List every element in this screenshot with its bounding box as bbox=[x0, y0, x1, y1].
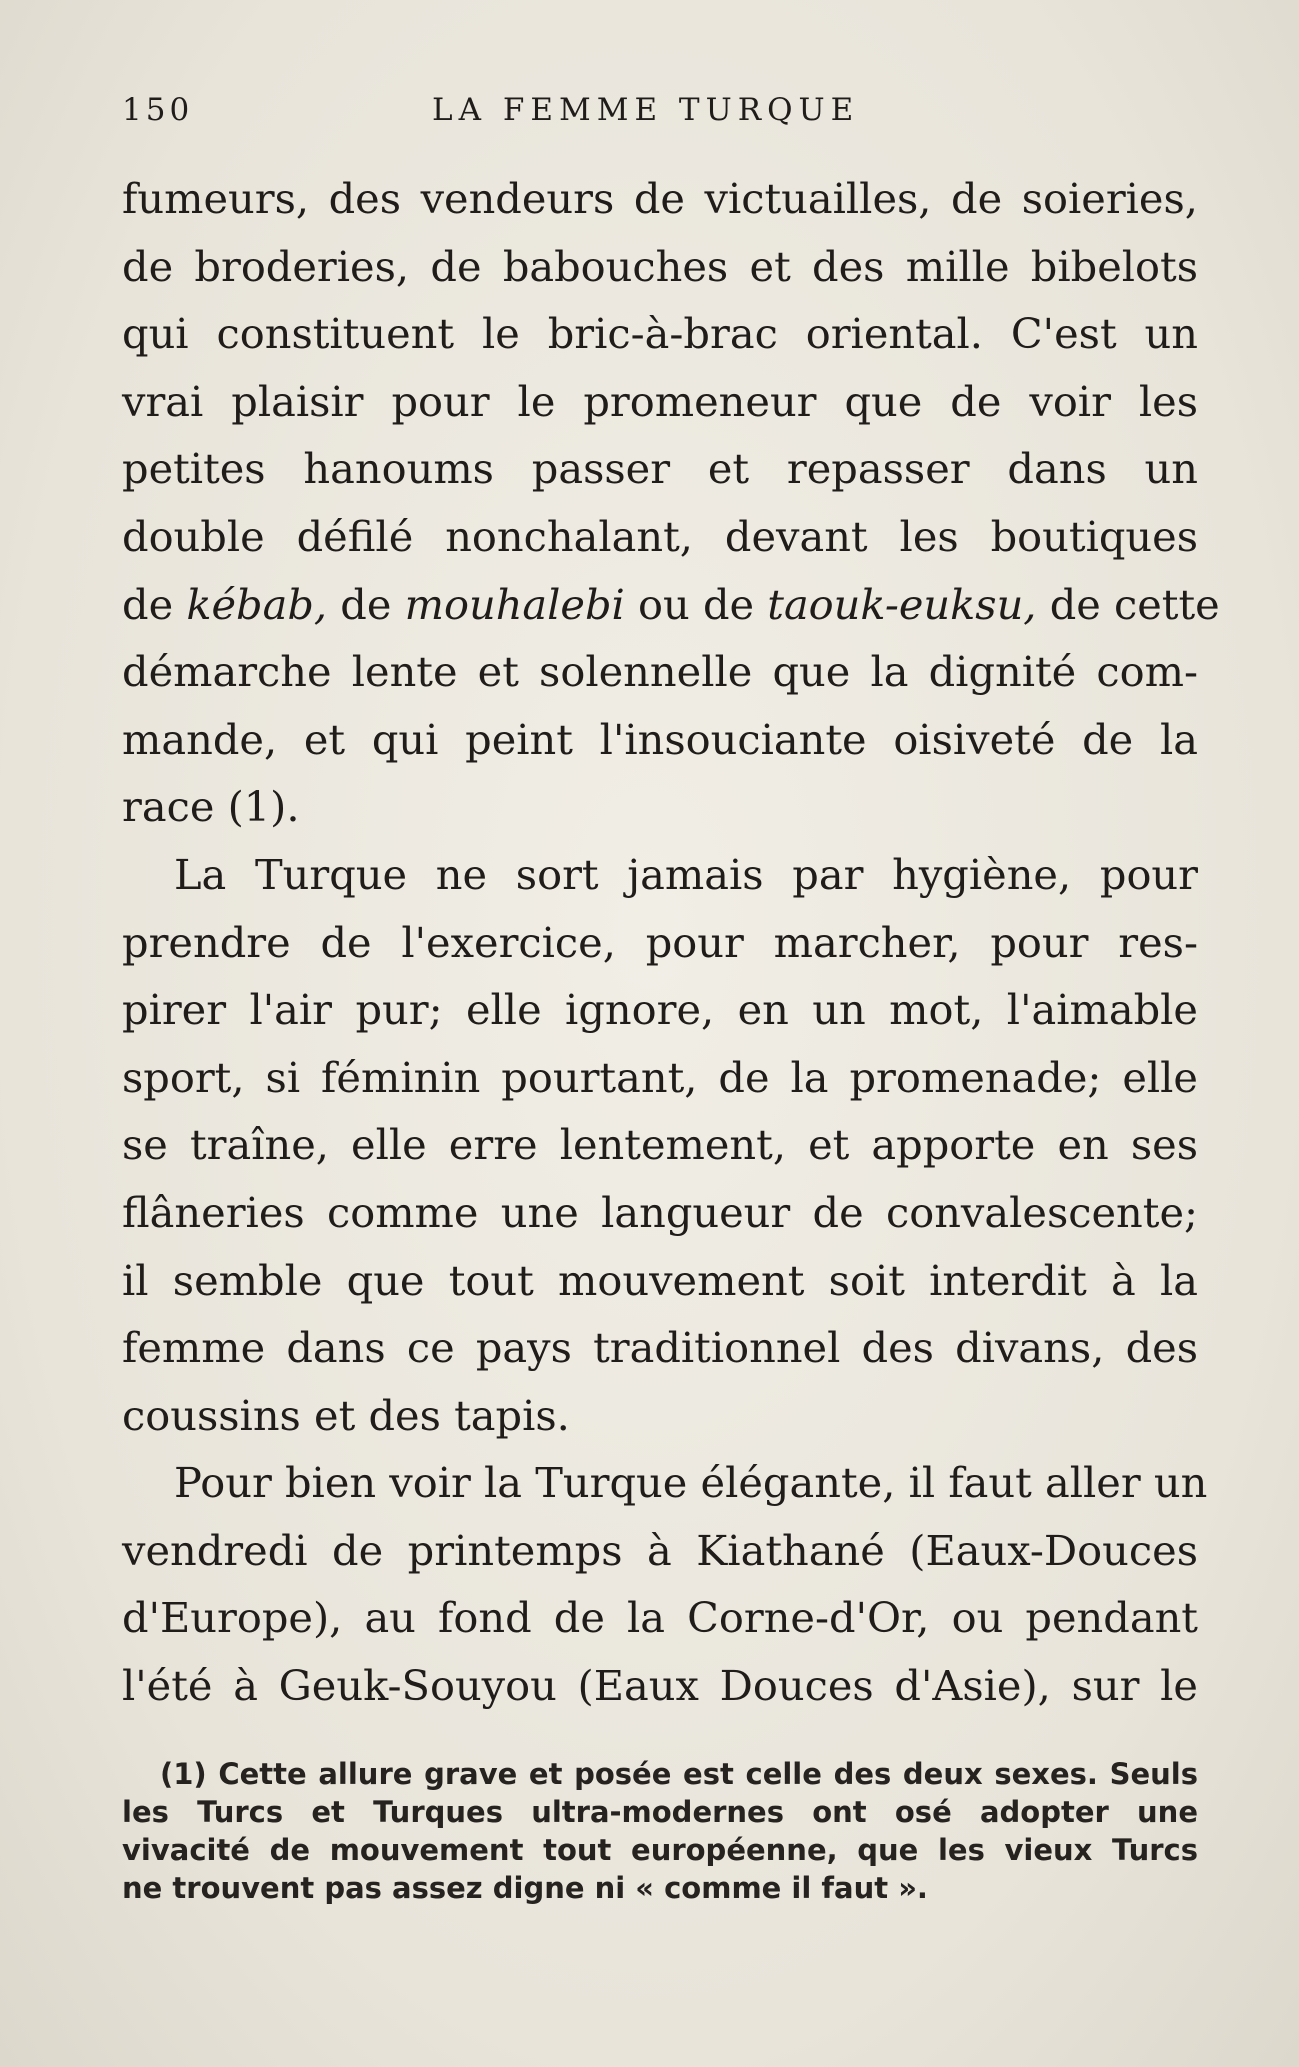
text-line: qui constituent le bric-à-brac oriental. C'est un bbox=[122, 309, 1198, 359]
text-fragment: ou de bbox=[624, 579, 768, 629]
body-text bbox=[122, 165, 1220, 1720]
text-line: d'Europe), au fond de la Corne-d'Or, ou pendant bbox=[122, 1593, 1198, 1643]
italic-term-kebab: kébab, bbox=[186, 579, 328, 629]
text-line: pirer l'air pur; elle ignore, en un mot, l'aimable bbox=[122, 985, 1198, 1035]
page-header bbox=[122, 92, 1198, 142]
text-line: prendre de l'exercice, pour marcher, pour res- bbox=[122, 917, 1198, 967]
text-line: mande, et qui peint l'insouciante oisiveté de la bbox=[122, 714, 1198, 764]
text-line: flâneries comme une langueur de convalescente; bbox=[122, 1187, 1198, 1237]
text-fragment: de bbox=[122, 579, 187, 629]
text-fragment: de bbox=[327, 579, 405, 629]
italic-term-taouk-euksu: taouk-euksu, bbox=[767, 579, 1037, 629]
text-line: femme dans ce pays traditionnel des divans, des bbox=[122, 1323, 1198, 1373]
footnote-line: les Turcs et Turques ultra-modernes ont osé adopter une bbox=[122, 1795, 1198, 1829]
footnote bbox=[122, 1755, 1198, 1907]
footnote-line: vivacité de mouvement tout européenne, que les vieux Turcs bbox=[122, 1833, 1198, 1867]
text-line: race (1). bbox=[122, 782, 300, 832]
paragraph-start-line: Pour bien voir la Turque élégante, il faut aller un bbox=[174, 1458, 1208, 1508]
text-line: coussins et des tapis. bbox=[122, 1390, 570, 1440]
text-line: vrai plaisir pour le promeneur que de voir les bbox=[122, 376, 1198, 426]
text-line: se traîne, elle erre lentement, et apporte en ses bbox=[122, 1120, 1198, 1170]
text-line: vendredi de printemps à Kiathané (Eaux-Douces bbox=[122, 1525, 1198, 1575]
text-line: démarche lente et solennelle que la dignité com- bbox=[122, 647, 1198, 697]
text-fragment: de cette bbox=[1036, 579, 1220, 629]
text-line: double défilé nonchalant, devant les boutiques bbox=[122, 511, 1198, 561]
text-line: petites hanoums passer et repasser dans un bbox=[122, 444, 1198, 494]
footnote-line: (1) Cette allure grave et posée est celle des deux sexes. Seuls bbox=[160, 1757, 1198, 1791]
text-line-with-italics bbox=[122, 571, 1220, 639]
text-line: sport, si féminin pourtant, de la promenade; elle bbox=[122, 1052, 1198, 1102]
paragraph-start-line: La Turque ne sort jamais par hygiène, pour bbox=[174, 849, 1198, 899]
footnote-line: ne trouvent pas assez digne ni « comme il faut ». bbox=[122, 1871, 928, 1905]
running-title: LA FEMME TURQUE bbox=[432, 92, 860, 128]
text-line: il semble que tout mouvement soit interdit à la bbox=[122, 1255, 1198, 1305]
text-line: de broderies, de babouches et des mille bibelots bbox=[122, 241, 1198, 291]
text-line: fumeurs, des vendeurs de victuailles, de soieries, bbox=[122, 174, 1198, 223]
italic-term-mouhalebi: mouhalebi bbox=[404, 579, 625, 629]
text-line: l'été à Geuk-Souyou (Eaux Douces d'Asie), sur le bbox=[122, 1661, 1198, 1711]
page-number: 150 bbox=[122, 92, 194, 128]
